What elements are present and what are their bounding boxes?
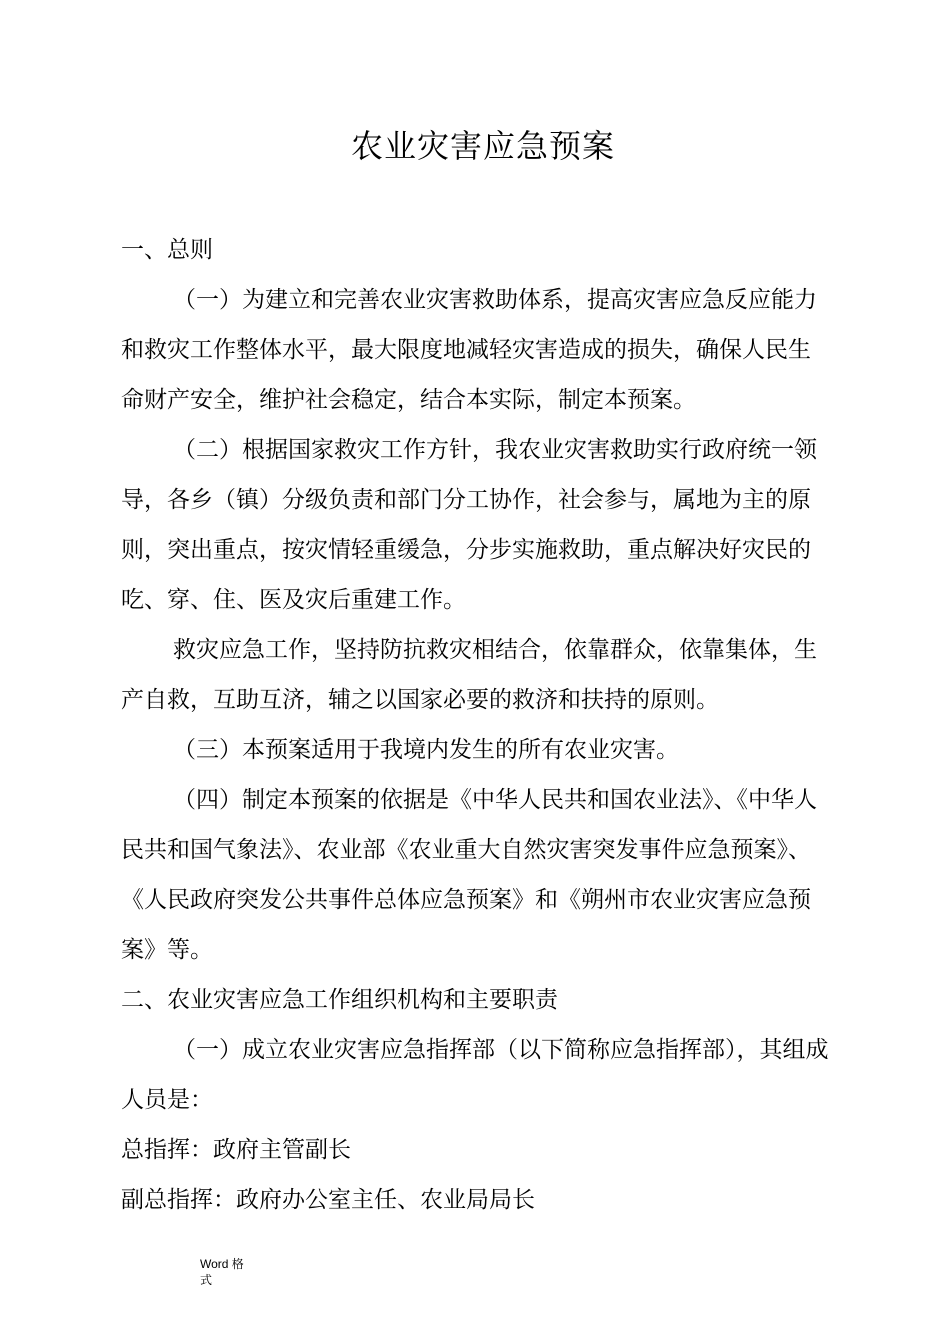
footer-line-2: 式: [200, 1273, 213, 1287]
paragraph-command-setup: （一）成立农业灾害应急指挥部（以下简称应急指挥部），其组成人员是：: [121, 1037, 829, 1113]
section-heading-organization: 二、农业灾害应急工作组织机构和主要职责: [121, 987, 558, 1013]
member-deputy-commander: 副总指挥：政府办公室主任、农业局局长: [121, 1187, 535, 1213]
section-heading-general: 一、总则: [121, 237, 213, 263]
paragraph-principles: （二）根据国家救灾工作方针，我农业灾害救助实行政府统一领导，各乡（镇）分级负责和部门分工协作，社会参与，属地为主的原则，突出重点，按灾情轻重缓急，分步实施救助，重点解决好灾民的吃、穿、住、医及灾后重建工作。: [121, 437, 817, 613]
member-chief-commander: 总指挥：政府主管副长: [121, 1137, 351, 1163]
paragraph-scope: （三）本预案适用于我境内发生的所有农业灾害。: [173, 737, 679, 763]
paragraph-basis: （四）制定本预案的依据是《中华人民共和国农业法》、《中华人民共和国气象法》、农业部《农业重大自然灾害突发事件应急预案》、《人民政府突发公共事件总体应急预案》和《朔州市农业灾害应急预案》等。: [121, 787, 817, 963]
paragraph-purpose: （一）为建立和完善农业灾害救助体系，提高灾害应急反应能力和救灾工作整体水平，最大限度地减轻灾害造成的损失，确保人民生命财产安全，维护社会稳定，结合本实际，制定本预案。: [121, 287, 817, 413]
document-body: [121, 225, 833, 1225]
footer-line-1: Word 格: [200, 1257, 244, 1271]
paragraph-relief-work: 救灾应急工作，坚持防抗救灾相结合，依靠群众，依靠集体，生产自救，互助互济，辅之以国家必要的救济和扶持的原则。: [121, 637, 817, 713]
document-title: 农业灾害应急预案: [350, 127, 615, 165]
page-footer: [200, 1256, 260, 1288]
